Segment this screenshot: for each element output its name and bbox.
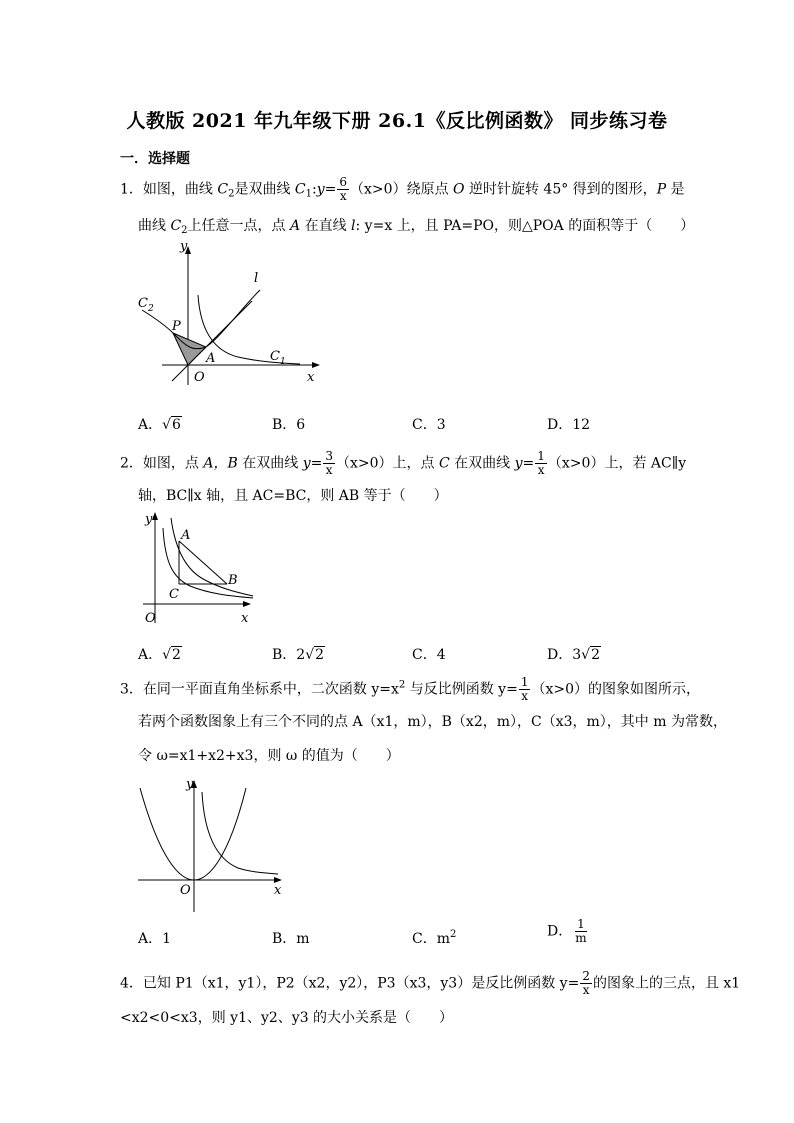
line-l-label: l	[254, 271, 259, 286]
point-p-label: P	[172, 319, 181, 334]
origin-label: O	[180, 883, 191, 898]
fraction: $\frac{6}{x}$	[339, 175, 348, 203]
question-1-line-2: 曲线 $C_2$上任意一点，点 A 在直线 l: y=x 上，且 PA=PO，则△POA 的面积等于（ ）	[138, 218, 695, 236]
q2-option-d[interactable]: D．3√2	[547, 647, 600, 663]
question-3-line-2: 若两个函数图象上有三个不同的点 A（x1，m），B（x2，m），C（x3，m），其中 m 为常数，	[138, 714, 727, 730]
q1-option-a[interactable]: A．√6	[138, 417, 181, 433]
q1-option-c[interactable]: C．3	[412, 417, 446, 433]
page-title: 人教版 2021 年九年级下册 26.1《反比例函数》 同步练习卷	[126, 110, 668, 132]
q1-option-d[interactable]: D．12	[547, 417, 591, 433]
question-number: 1．	[120, 181, 143, 198]
question-4-line-1: 4．已知 P1（x1，y1），P2（x2，y2），P3（x3，y3）是反比例函数 y= $\frac{2}{x}$ 的图象上的三点，且 x1	[120, 969, 741, 997]
question-number: 2．	[120, 455, 143, 472]
origin-label: O	[145, 611, 156, 626]
question-3-line-3: 令 ω=x1+x2+x3，则 ω 的值为（ ）	[138, 748, 400, 764]
q3-option-a[interactable]: A．1	[138, 931, 172, 947]
point-b-label: B	[228, 573, 238, 588]
q2-option-a[interactable]: A．√2	[138, 647, 181, 663]
question-3-figure	[130, 770, 290, 915]
point-c-label: C	[169, 587, 179, 602]
question-1-line-1: 1．如图，曲线 $C_2$是双曲线 $C_1:y=$ $\frac{6}{x}$ （x>0）绕原点 O 逆时针旋转 45° 得到的图形，P 是	[120, 175, 685, 203]
q2-option-b[interactable]: B．2√2	[272, 647, 325, 663]
y-axis-label: y	[180, 240, 188, 254]
curve-c2-label: $C_2$	[138, 296, 154, 314]
q3-option-c[interactable]: C．$m^2$	[412, 929, 457, 947]
question-3-line-1: 3．在同一平面直角坐标系中，二次函数 $y=x^2$ 与反比例函数 y= $\frac{1}{x}$ （x>0）的图象如图所示，	[120, 675, 701, 703]
x-axis-label: x	[307, 370, 315, 385]
question-1-figure	[130, 240, 330, 390]
question-2-figure	[135, 508, 265, 628]
x-axis-label: x	[241, 611, 249, 626]
point-a-label: A	[206, 351, 216, 366]
q2-option-c[interactable]: C．4	[412, 647, 446, 663]
question-number: 3．	[120, 681, 143, 698]
question-2-line-2: 轴，BC∥x 轴，且 AC=BC，则 AB 等于（ ）	[138, 488, 448, 504]
question-2-line-1: 2．如图，点 A，B 在双曲线 y= $\frac{3}{x}$ （x>0）上，点 C 在双曲线 y= $\frac{1}{x}$ （x>0）上，若 AC∥y	[120, 449, 687, 477]
q3-option-b[interactable]: B．m	[272, 931, 310, 947]
curve-c1-label: $C_1$	[270, 349, 286, 367]
x-axis-label: x	[274, 883, 282, 898]
origin-label: O	[194, 370, 205, 385]
section-heading: 一．选择题	[120, 151, 190, 167]
y-axis-label: y	[145, 512, 153, 527]
y-axis-label: y	[186, 777, 194, 792]
q3-option-d[interactable]: D． $\frac{1}{m}$	[547, 917, 587, 945]
point-a-label: A	[181, 528, 191, 543]
question-number: 4．	[120, 975, 143, 992]
q1-option-b[interactable]: B．6	[272, 417, 306, 433]
question-4-line-2: <x2<0<x3，则 y1、y2、y3 的大小关系是（ ）	[120, 1010, 454, 1026]
